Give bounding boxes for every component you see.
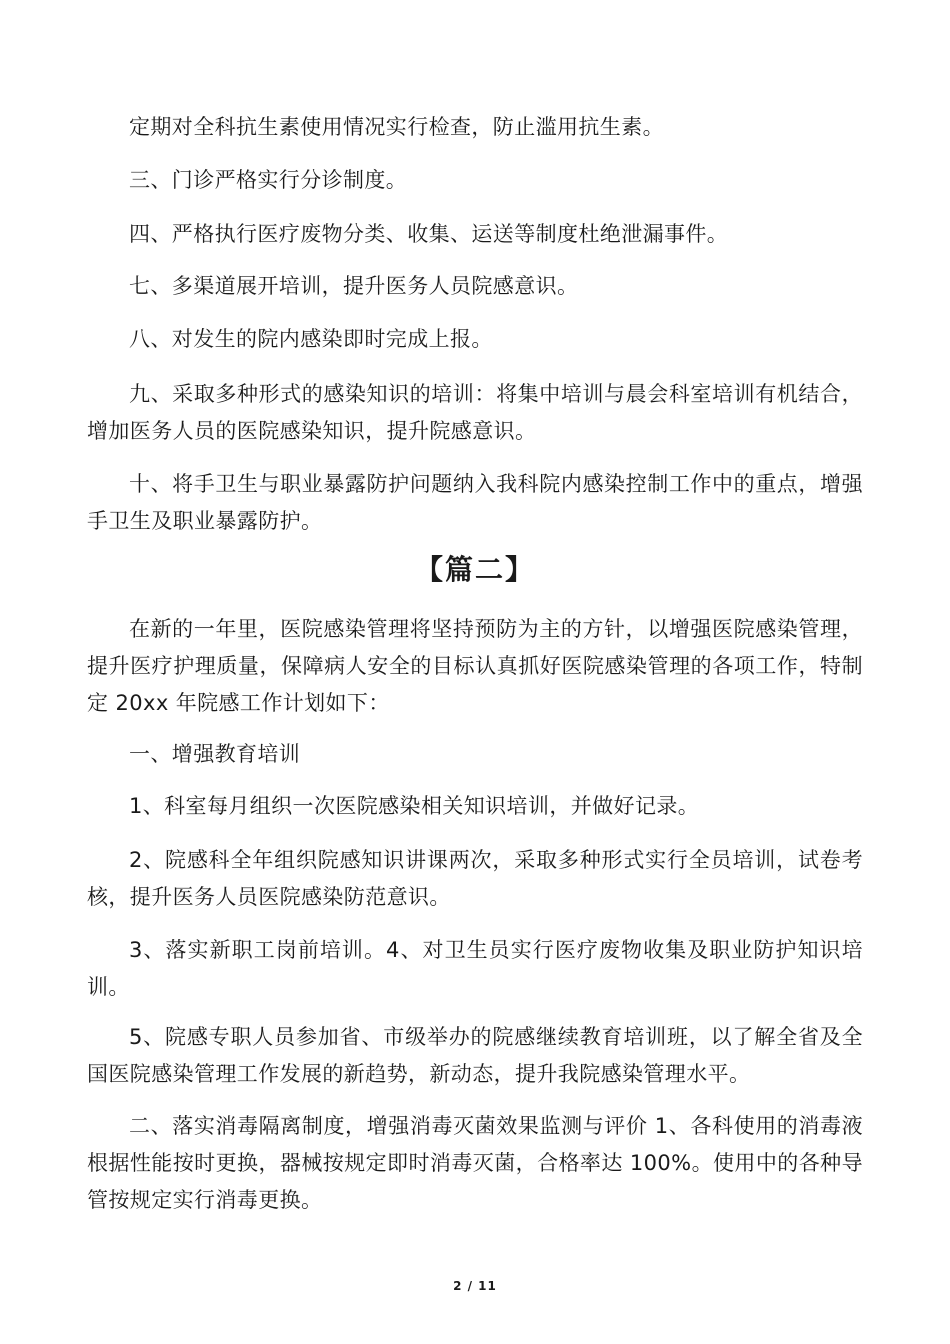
paragraph: 十、将手卫生与职业暴露防护问题纳入我科院内感染控制工作中的重点，增强手卫生及职业暴露防护。 xyxy=(87,472,863,533)
paragraph: 三、门诊严格实行分诊制度。 xyxy=(129,168,408,192)
paragraph: 九、采取多种形式的感染知识的培训：将集中培训与晨会科室培训有机结合，增加医务人员的医院感染知识，提升院感意识。 xyxy=(87,382,863,443)
paragraph: 3、落实新职工岗前培训。4、对卫生员实行医疗废物收集及职业防护知识培训。 xyxy=(87,938,863,999)
paragraph: 四、严格执行医疗废物分类、收集、运送等制度杜绝泄漏事件。 xyxy=(129,222,729,246)
section-heading: 【篇二】 xyxy=(414,553,535,586)
paragraph: 二、落实消毒隔离制度，增强消毒灭菌效果监测与评价 1、各科使用的消毒液根据性能按时更换，器械按规定即时消毒灭菌，合格率达 100%。使用中的各种导管按规定实行消毒更换。 xyxy=(87,1114,863,1212)
paragraph: 5、院感专职人员参加省、市级举办的院感继续教育培训班，以了解全省及全国医院感染管理工作发展的新趋势，新动态，提升我院感染管理水平。 xyxy=(87,1025,863,1086)
paragraph: 在新的一年里，医院感染管理将坚持预防为主的方针，以增强医院感染管理，提升医疗护理质量，保障病人安全的目标认真抓好医院感染管理的各项工作，特制定 20xx 年院感工作计划如下： xyxy=(87,617,863,715)
page-number: 2 / 11 xyxy=(453,1279,497,1293)
paragraph: 2、院感科全年组织院感知识讲课两次，采取多种形式实行全员培训，试卷考核，提升医务人员医院感染防范意识。 xyxy=(87,848,863,909)
paragraph: 1、科室每月组织一次医院感染相关知识培训，并做好记录。 xyxy=(129,794,700,818)
paragraph: 七、多渠道展开培训，提升医务人员院感意识。 xyxy=(129,274,579,298)
paragraph: 一、增强教育培训 xyxy=(129,742,301,766)
paragraph: 定期对全科抗生素使用情况实行检查，防止滥用抗生素。 xyxy=(129,115,664,139)
paragraph: 八、对发生的院内感染即时完成上报。 xyxy=(129,327,493,351)
